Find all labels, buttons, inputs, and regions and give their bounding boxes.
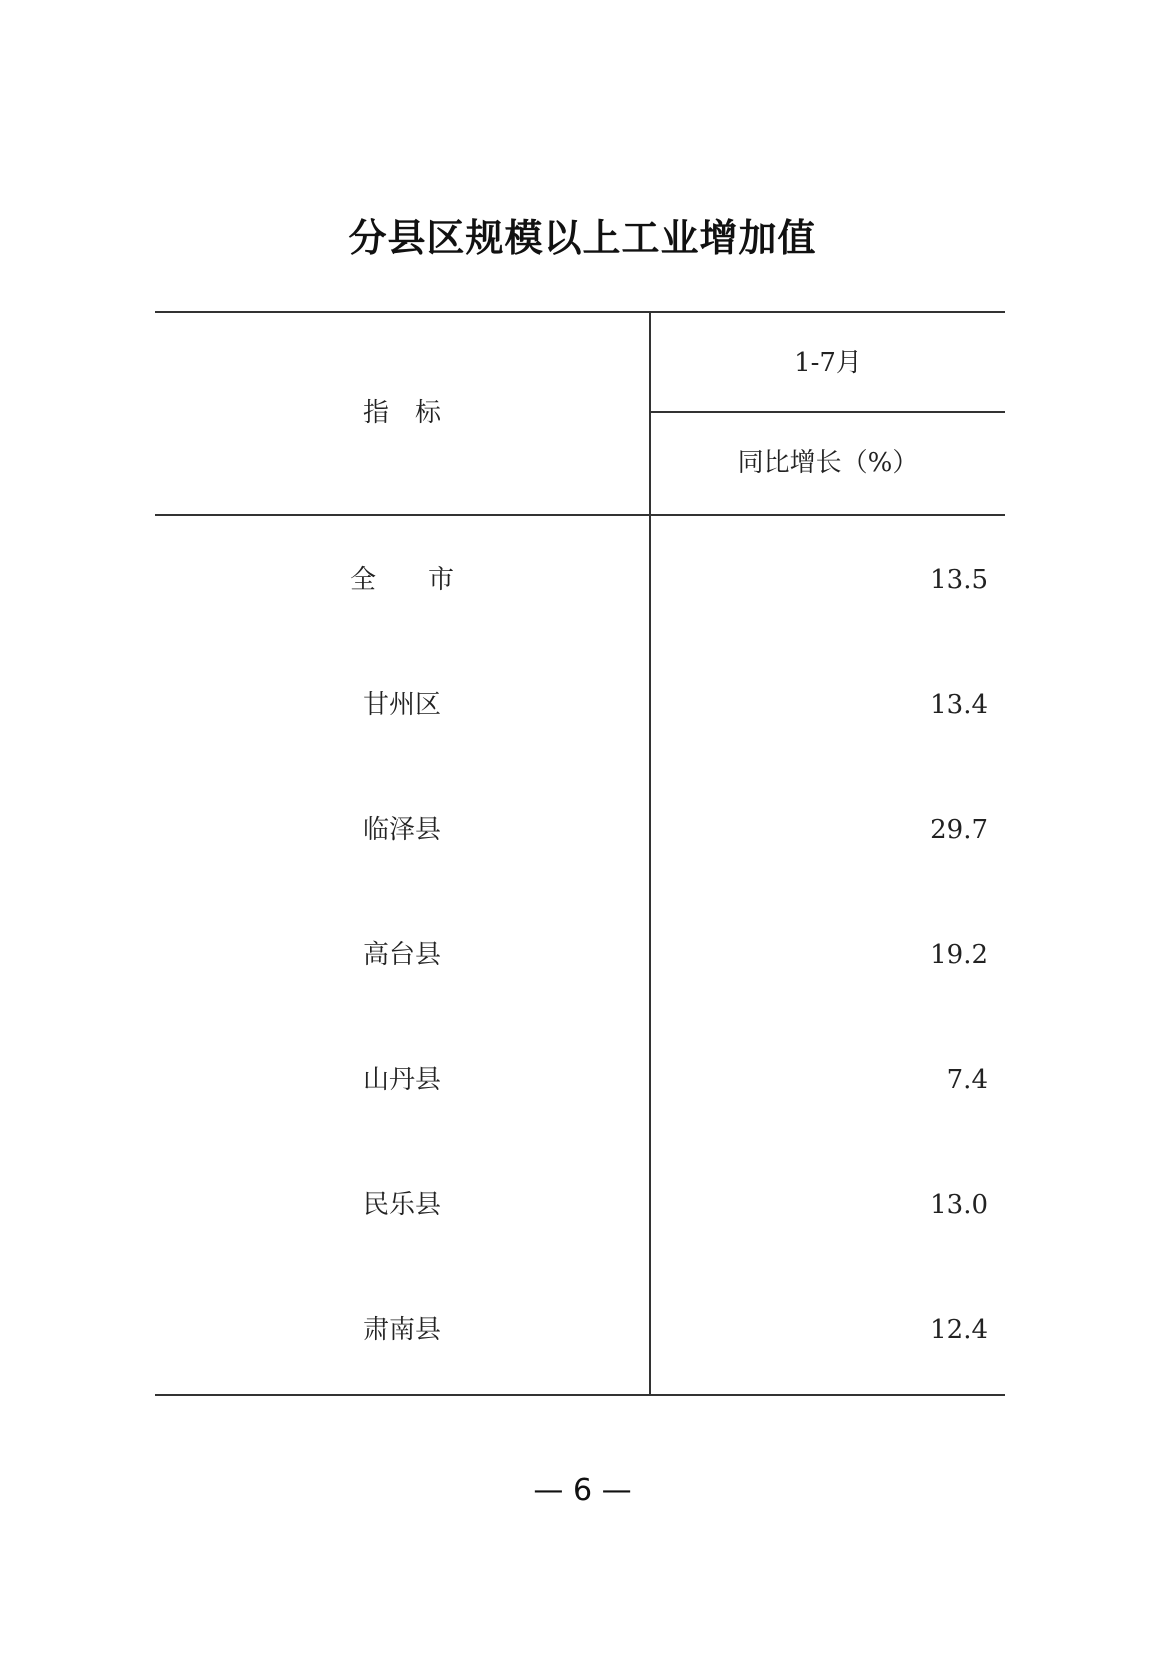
row-value: 7.4 xyxy=(946,1065,988,1095)
table-bottom-rule xyxy=(155,1394,1005,1396)
header-sub-rule xyxy=(649,411,1005,413)
row-value: 29.7 xyxy=(930,815,988,845)
row-name: 高台县 xyxy=(362,940,441,970)
header-metric: 同比增长（%） xyxy=(737,448,919,478)
page-title: 分县区规模以上工业增加值 xyxy=(348,216,817,260)
row-name: 肃南县 xyxy=(362,1315,441,1345)
data-table xyxy=(155,311,1005,1396)
header-indicator: 指 标 xyxy=(362,398,441,428)
row-name: 临泽县 xyxy=(362,815,441,845)
row-value: 13.0 xyxy=(930,1190,988,1220)
row-name: 民乐县 xyxy=(362,1190,441,1220)
row-value: 12.4 xyxy=(930,1315,988,1345)
row-value: 19.2 xyxy=(930,940,988,970)
header-bottom-rule xyxy=(155,514,1005,516)
row-value: 13.4 xyxy=(930,690,988,720)
header-period: 1-7月 xyxy=(794,348,862,378)
table-top-rule xyxy=(155,311,1005,313)
row-value: 13.5 xyxy=(930,565,988,595)
row-name: 全 市 xyxy=(349,565,454,595)
row-name: 山丹县 xyxy=(362,1065,441,1095)
row-name: 甘州区 xyxy=(362,690,441,720)
page-number: — 6 — xyxy=(533,1473,632,1508)
